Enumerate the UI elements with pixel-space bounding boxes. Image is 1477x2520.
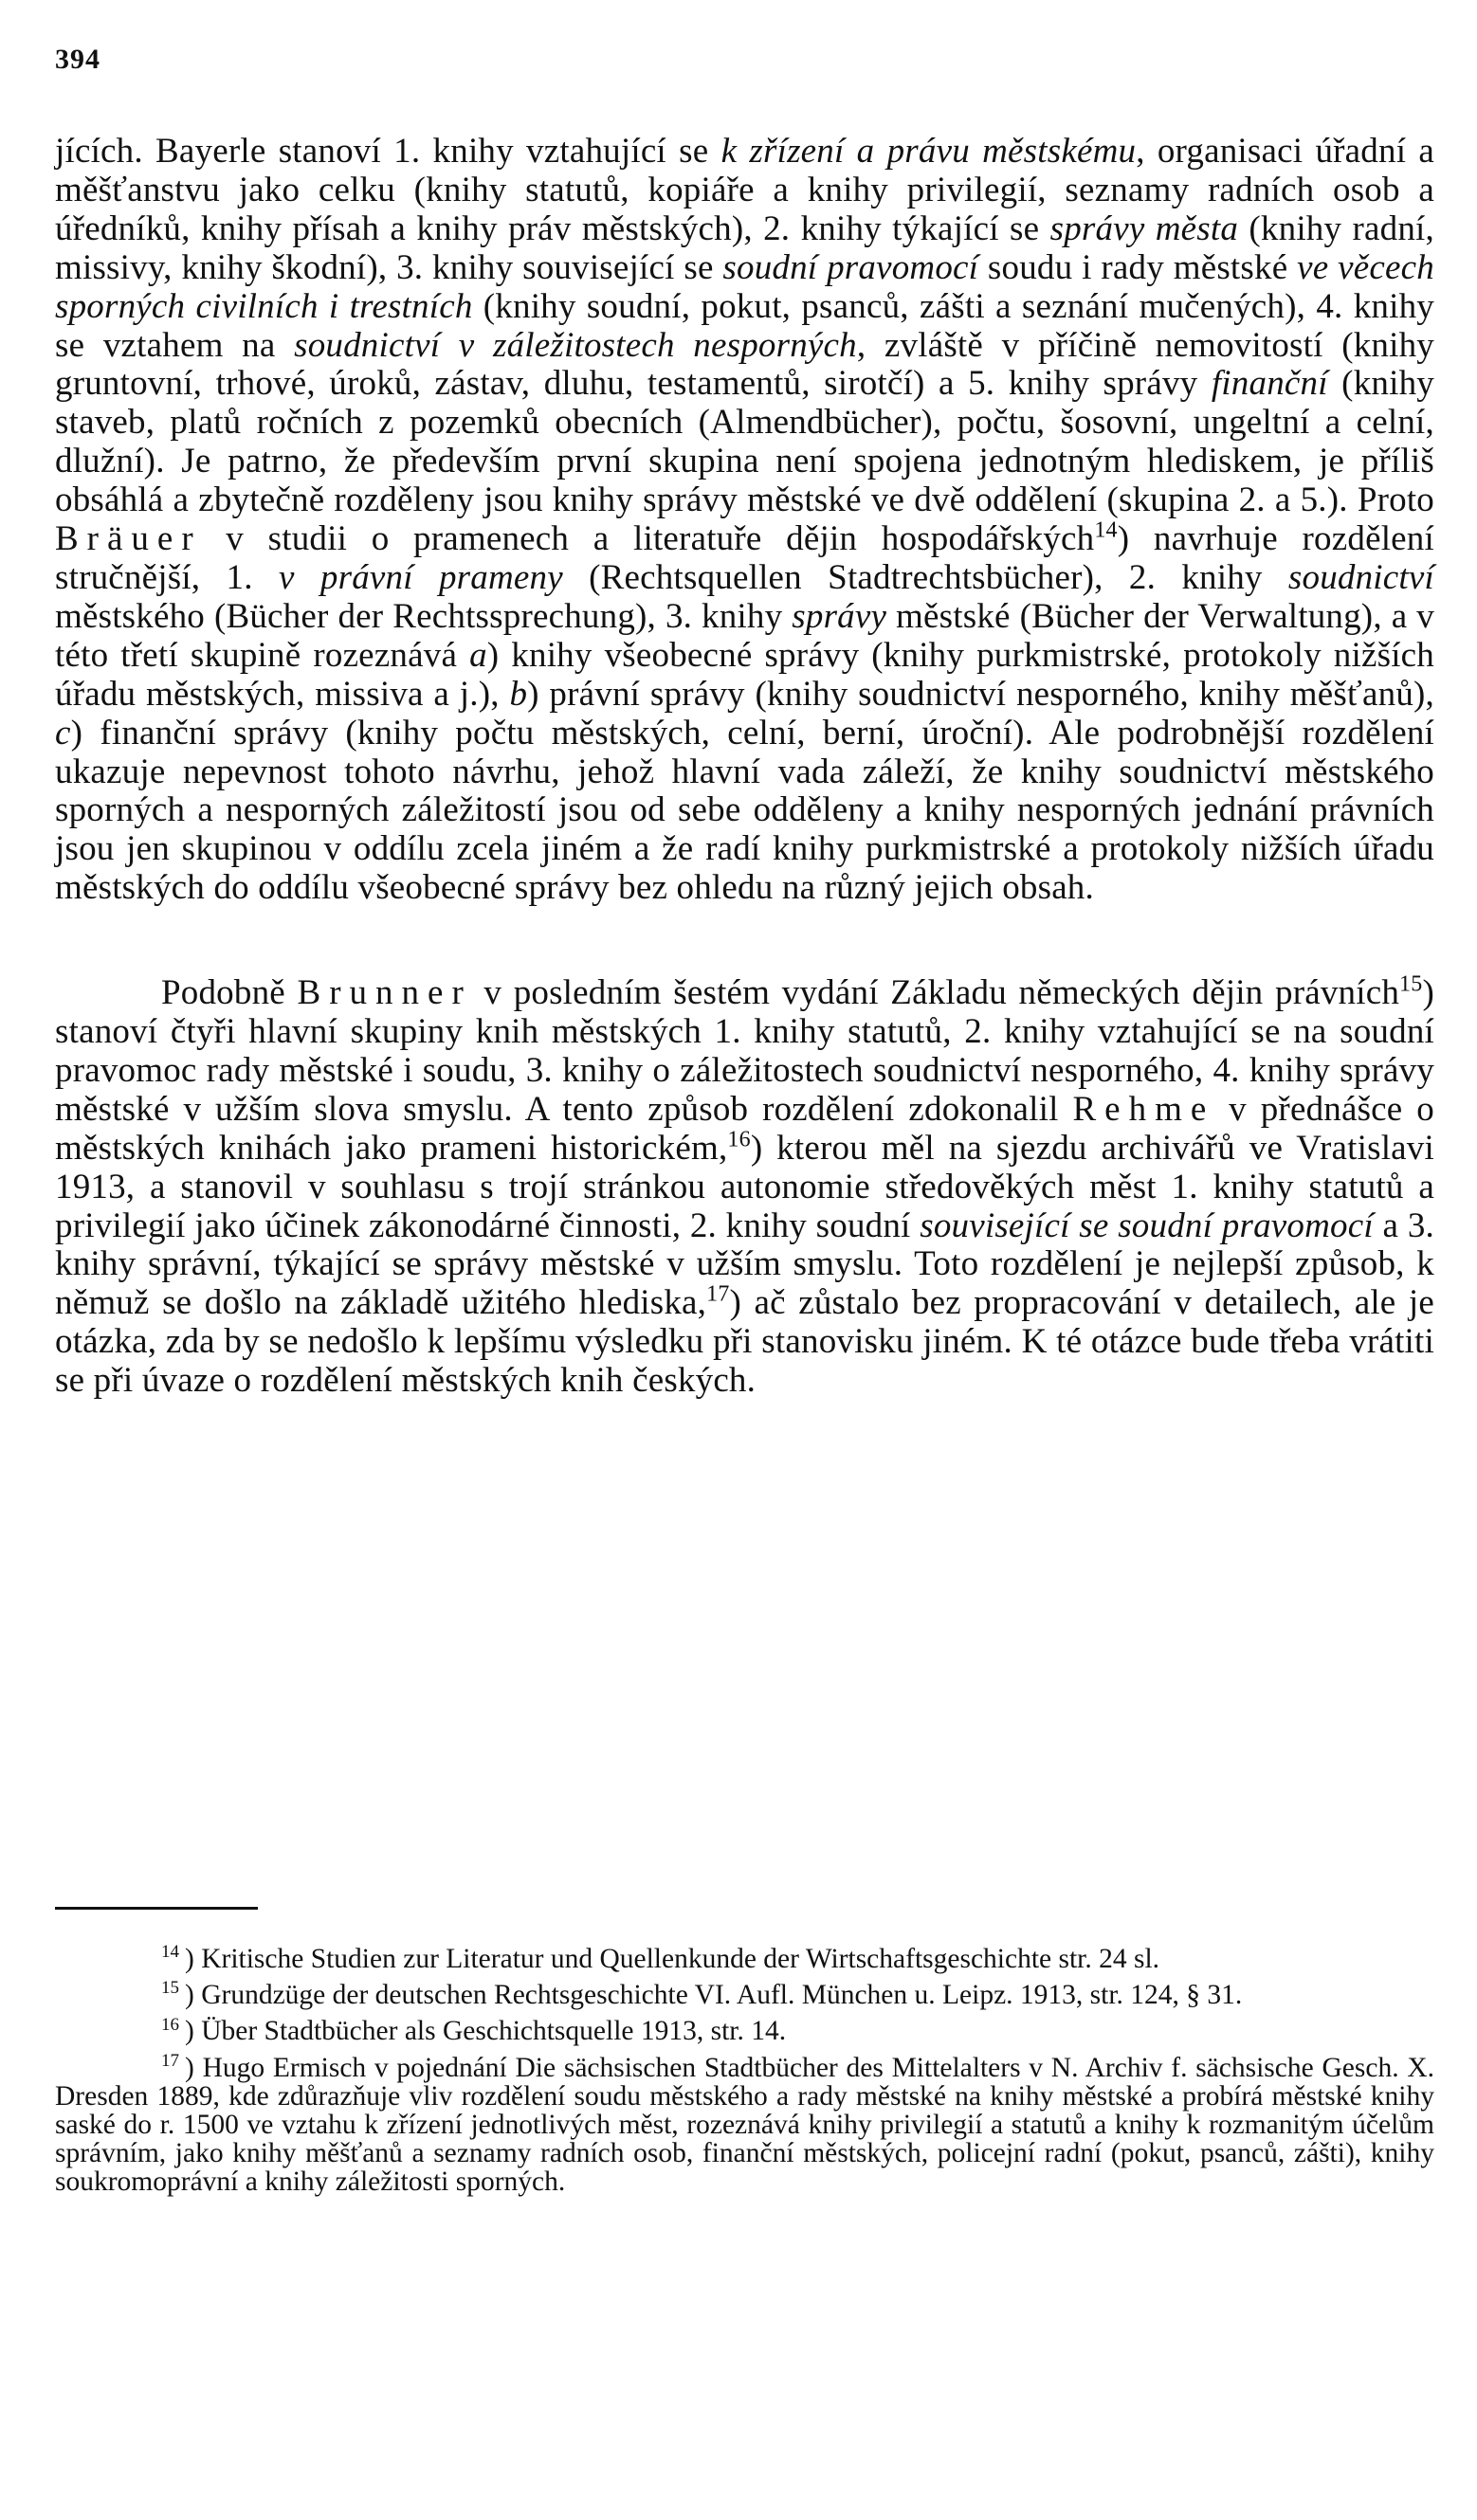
footnote-ref-17[interactable]: 17 [706, 1282, 730, 1308]
italic-run: soudnictví v záležitostech nesporných [294, 325, 857, 365]
paragraph-1 [55, 133, 1434, 908]
italic-run: b [509, 674, 528, 714]
footnote-mark: 17 [161, 2050, 179, 2071]
text-run: ) finanční správy (knihy počtu městských, celní, berní, úroční). Ale podrobnější rozdělení ukazuje nepevnost tohoto návrhu, jehož hlavní vada záleží, že knihy soudnictví městského sporných a nesporných záležitostí jsou od sebe odděleny a knihy nesporných jednání právních jsou jen skupinou v oddílu zcela jiném a že radí knihy purkmistrské a protokoly nižších úřadu městských do oddílu všeobecné správy bez ohledu na různý jejich obsah. [55, 713, 1434, 908]
paragraph-2 [55, 971, 1434, 1401]
footnote-mark: 15 [161, 1978, 179, 1999]
footnote-text: ) Über Stadtbücher als Geschichtsquelle 1913, str. 14. [185, 2016, 787, 2047]
italic-run: c [55, 713, 71, 752]
footnote-separator [55, 1907, 258, 1910]
text-run: ) navrhuje rozdělení stručnější, 1. [55, 519, 1434, 597]
footnote-15 [55, 1978, 1434, 2011]
paragraph-gap [55, 908, 1434, 974]
footnote-ref-15[interactable]: 15 [1399, 971, 1423, 997]
italic-run: ve věcech sporných civilních i trestních [55, 247, 1434, 326]
text-run: (knihy staveb, platů ročních z pozemků obecních (Almendbücher), počtu, šosovní, ungeltní a celní, dlužní). Je patrno, že především první skupina není spojena jednotným hlediskem, je příliš obsáhlá a zbytečně rozděleny jsou knihy správy městské ve dvě oddělení (skupina 2. a 5.). Proto [55, 364, 1434, 520]
italic-run: finanční [1211, 364, 1328, 404]
page-number: 394 [55, 44, 100, 75]
text-run: (knihy soudní, pokut, psanců, zášti a seznání mučených), 4. knihy se vztahem na [55, 286, 1435, 365]
footnotes [55, 1942, 1434, 2204]
author-name-rehme: Rehme [1072, 1089, 1215, 1129]
italic-run: správy města [1049, 208, 1239, 248]
author-name-brunner: Brunner [297, 973, 472, 1013]
text-run: ) ač zůstalo bez propracování v detailech, ale je otázka, zda by se nedošlo k lepšímu výsledku při stanovisku jiném. K té otázce bude třeba vrátiti se při úvaze o rozdělení městských knih českých. [55, 1283, 1434, 1401]
italic-run: související se soudní pravomocí [920, 1206, 1374, 1245]
footnote-text: ) Kritische Studien zur Literatur und Quellenkunde der Wirtschaftsgeschichte str. 24 sl. [185, 1944, 1160, 1974]
text-run: v studii o pramenech a literatuře dějin hospodářských [201, 519, 1095, 559]
text-run: jících. Bayerle stanoví 1. knihy vztahující se [55, 132, 721, 171]
italic-run: soudní pravomocí [722, 247, 979, 287]
footnote-14 [55, 1942, 1434, 1974]
text-run: ) knihy všeobecné správy (knihy purkmistrské, protokoly nižších úřadu městských, missiva a j.), [55, 635, 1434, 714]
text-run: (Rechtsquellen Stadtrechtsbücher), 2. knihy [562, 557, 1288, 597]
footnote-text: ) Hugo Ermisch v pojednání Die sächsischen Stadtbücher des Mittelalters v N. Archiv f. sächsische Gesch. X. Dresden 1889, kde zdůrazňuje vliv rozdělení soudu městského a rady městské na knihy městské a probírá městské knihy saské do r. 1500 ve vztahu k zřízení jednotlivých měst, rozeznává knihy privilegií a statutů a knihy k rozmanitým účelům správním, jako knihy měšťanů a seznamy radních osob, finanční městských, policejní radní (pokut, psanců, zášti), knihy soukromoprávní a knihy záležitosti sporných. [55, 2052, 1434, 2198]
italic-run: v právní prameny [278, 557, 563, 597]
italic-run: správy [792, 596, 887, 636]
text-run: Podobně [161, 973, 298, 1013]
text-run: (knihy radní, missivy, knihy škodní), 3. knihy související se [55, 208, 1434, 287]
footnote-ref-16[interactable]: 16 [727, 1127, 751, 1152]
italic-run: a [469, 635, 487, 675]
text-run: v posledním šestém vydání Základu německých dějin právních [471, 973, 1400, 1013]
text-run: ) právní správy (knihy soudnictví nesporného, knihy měšťanů), [527, 674, 1434, 714]
text-run: soudu i rady městské [978, 247, 1298, 287]
text-run: ) kterou měl na sjezdu archivářů ve Vratislavi 1913, a stanovil v souhlasu s trojí stránkou autonomie středověkých měst 1. knihy statutů a privilegií jako účinek zákonodárné činnosti, 2. knihy soudní [55, 1128, 1434, 1245]
text-run: , organisaci úřadní a měšťanstvu jako celku (knihy statutů, kopiáře a knihy privilegií, seznamy radních osob a úředníků, knihy přísah a knihy práv městských), 2. knihy týkající se [55, 132, 1435, 248]
footnote-ref-14[interactable]: 14 [1094, 517, 1118, 543]
footnote-mark: 14 [161, 1942, 179, 1963]
italic-run: soudnictví [1287, 557, 1434, 597]
footnote-text: ) Grundzüge der deutschen Rechtsgeschichte VI. Aufl. München u. Leipz. 1913, str. 124, § 31. [185, 1980, 1243, 2011]
text-run: ) stanoví čtyři hlavní skupiny knih městských 1. knihy statutů, 2. knihy vztahující se na soudní pravomoc rady městské i soudu, 3. knihy o záležitostech soudnictví nesporného, 4. knihy správy městské v užším slova smyslu. A tento způsob rozdělení zdokonalil [55, 973, 1434, 1129]
text-run: městské (Bücher der Verwaltung), a v této třetí skupině rozeznává [55, 596, 1434, 675]
footnote-17 [55, 2050, 1434, 2198]
text-run: v přednášce o městských knihách jako prameni historickém, [55, 1089, 1434, 1168]
text-run: a 3. knihy správní, týkající se správy městské v užším smyslu. Toto rozdělení je nejlepší způsob, k němuž se došlo na základě užitého hlediska, [55, 1206, 1434, 1323]
text-run: , zvláště v příčině nemovitostí (knihy gruntovní, trhové, úroků, zástav, dluhu, testamentů, sirotčí) a 5. knihy správy [55, 325, 1434, 404]
italic-run: k zřízení a právu městskému [720, 132, 1137, 171]
text-run: městského (Bücher der Rechtssprechung), 3. knihy [55, 596, 793, 636]
main-text [55, 133, 1434, 1401]
footnote-mark: 16 [161, 2014, 179, 2035]
author-name-brauer: Bräuer [55, 519, 202, 559]
footnote-16 [55, 2014, 1434, 2047]
